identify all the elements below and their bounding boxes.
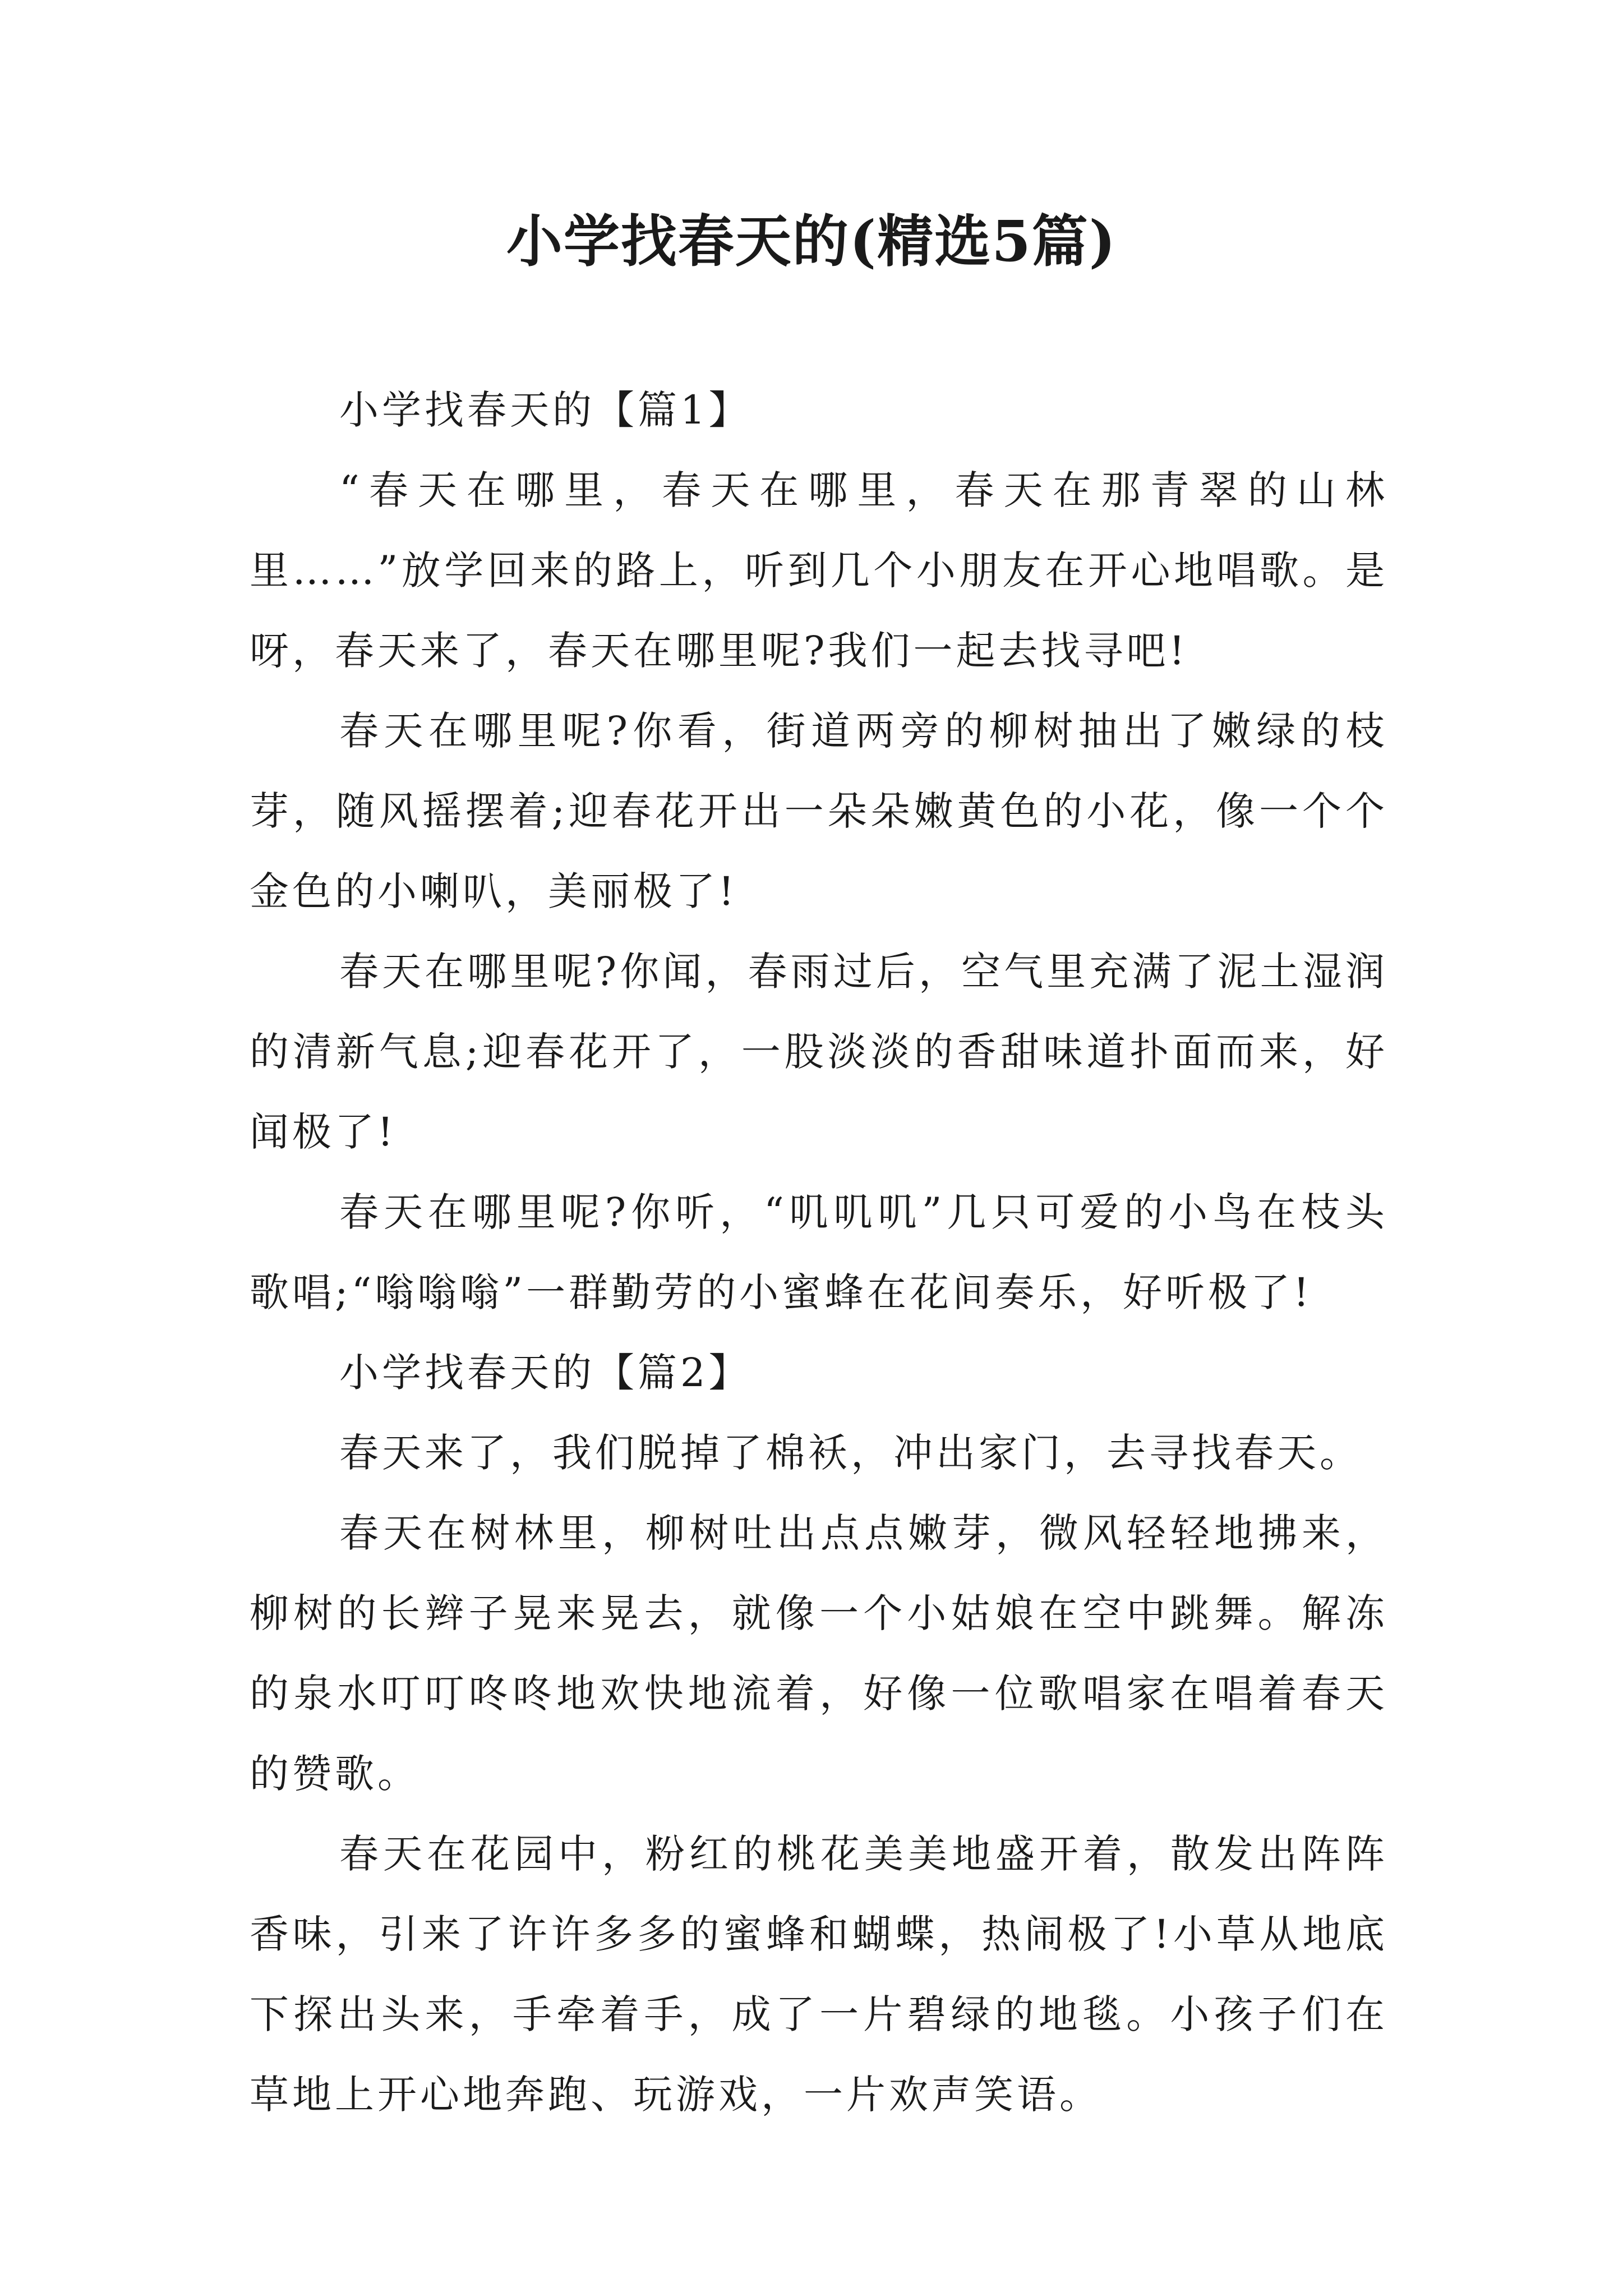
paragraph: 春天在哪里呢?你看，街道两旁的柳树抽出了嫩绿的枝芽，随风摇摆着;迎春花开出一朵朵嫩黄色的小花，像一个个金色的小喇叭，美丽极了! (250, 708, 1388, 914)
paragraph: “春天在哪里，春天在哪里，春天在那青翠的山林里……”放学回来的路上，听到几个小朋友在开心地唱歌。是呀，春天来了，春天在哪里呢?我们一起去找寻吧! (250, 467, 1388, 674)
document-body (250, 370, 1388, 2135)
section-heading: 小学找春天的【篇1】 (339, 387, 751, 433)
section-heading: 小学找春天的【篇2】 (339, 1350, 751, 1396)
paragraph: 春天来了，我们脱掉了棉袄，冲出家门，去寻找春天。 (339, 1430, 1362, 1476)
paragraph: 春天在哪里呢?你听，“叽叽叽”几只可爱的小鸟在枝头歌唱;“嗡嗡嗡”一群勤劳的小蜜蜂在花间奏乐，好听极了! (250, 1189, 1388, 1315)
document-title: 小学找春天的(精选5篇) (506, 208, 1117, 274)
paragraph: 春天在花园中，粉红的桃花美美地盛开着，散发出阵阵香味，引来了许许多多的蜜蜂和蝴蝶，热闹极了!小草从地底下探出头来，手牵着手，成了一片碧绿的地毯。小孩子们在草地上开心地奔跑、玩游戏，一片欢声笑语。 (250, 1831, 1388, 2118)
paragraph: 春天在哪里呢?你闻，春雨过后，空气里充满了泥土湿润的清新气息;迎春花开了，一股淡淡的香甜味道扑面而来，好闻极了! (250, 949, 1388, 1155)
paragraph: 春天在树林里，柳树吐出点点嫩芽，微风轻轻地拂来，柳树的长辫子晃来晃去，就像一个小姑娘在空中跳舞。解冻的泉水叮叮咚咚地欢快地流着，好像一位歌唱家在唱着春天的赞歌。 (250, 1510, 1388, 1797)
